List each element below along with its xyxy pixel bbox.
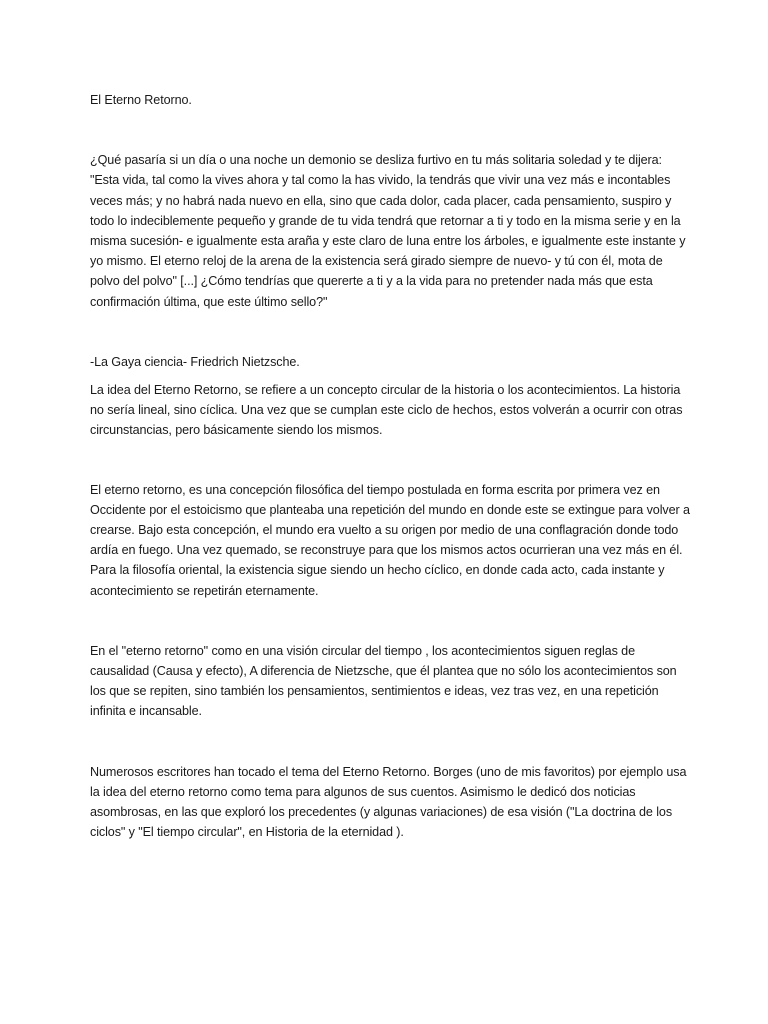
paragraph-stoicism: El eterno retorno, es una concepción filosófica del tiempo postulada en forma escrita por primera vez en Occidente por el estoicismo que planteaba una repetición del mundo en donde este se extingue para volver a crearse. Bajo esta concepción, el mundo era vuelto a su origen por medio de una conflagración donde todo ardía en fuego. Una vez quemado, se reconstruye para que los mismos actos ocurrieran una vez más en él. Para la filosofía oriental, la existencia sigue siendo un hecho cíclico, en donde cada acto, cada instante y acontecimiento se repetirán eternamente. [90, 482, 690, 598]
document-page [90, 90, 690, 842]
paragraph-borges: Numerosos escritores han tocado el tema del Eterno Retorno. Borges (uno de mis favoritos) por ejemplo usa la idea del eterno retorno como tema para algunos de sus cuentos. Asimismo le dedicó dos noticias asombrosas, en las que exploró los precedentes (y algunas variaciones) de esa visión ("La doctrina de los ciclos" y "El tiempo circular", en Historia de la eternidad ). [90, 764, 687, 840]
paragraph-concept: La idea del Eterno Retorno, se refiere a un concepto circular de la historia o los acontecimientos. La historia no sería lineal, sino cíclica. Una vez que se cumplan este ciclo de hechos, estos volverán a ocurrir con otras circunstancias, pero básicamente siendo los mismos. [90, 383, 683, 438]
nietzsche-quote: ¿Qué pasaría si un día o una noche un demonio se desliza furtivo en tu más solitaria soledad y te dijera: "Esta vida, tal como la vives ahora y tal como la has vivido, la tendrás que vivir una vez más e incontables veces más; y no habrá nada nuevo en ella, sino que cada dolor, cada placer, cada pensamiento, suspiro y todo lo indeciblemente pequeño y grande de tu vida tendrá que retornar a ti y todo en la misma serie y en la misma sucesión- e igualmente esta araña y este claro de luna entre los árboles, e igualmente este instante y yo mismo. El eterno reloj de la arena de la existencia será girado siempre de nuevo- y tú con él, mota de polvo del polvo" [...] ¿Cómo tendrías que quererte a ti y a la vida para no pretender nada más que esta confirmación última, que este último sello?" [90, 153, 686, 309]
paragraph-causality: En el "eterno retorno" como en una visión circular del tiempo , los acontecimientos siguen reglas de causalidad (Causa y efecto), A diferencia de Nietzsche, que él plantea que no sólo los acontecimientos son los que se repiten, sino también los pensamientos, sentimientos e ideas, vez tras vez, en una repetición infinita e incansable. [90, 643, 677, 719]
document-title: El Eterno Retorno. [90, 93, 192, 107]
quote-source: -La Gaya ciencia- Friedrich Nietzsche. [90, 354, 300, 369]
